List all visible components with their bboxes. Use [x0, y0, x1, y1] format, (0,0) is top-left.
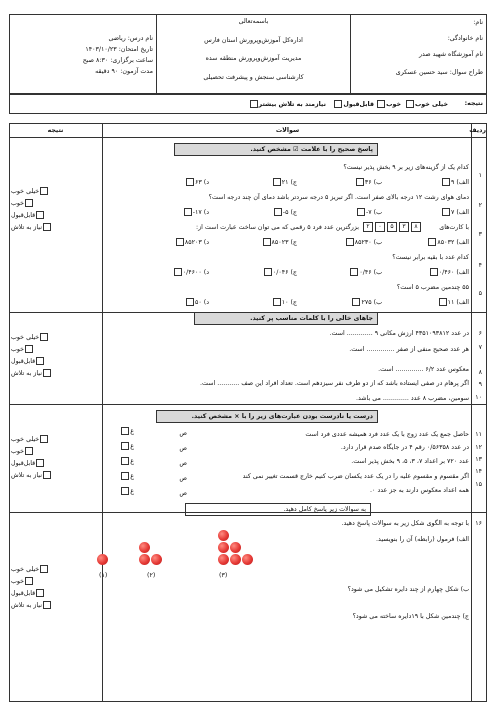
- option-label: د) ۰/۴۶۰۰: [182, 269, 209, 276]
- checkbox[interactable]: [356, 178, 364, 186]
- checkbox[interactable]: [263, 238, 271, 246]
- checkbox[interactable]: [442, 208, 450, 216]
- figure-label: (۳): [219, 572, 228, 579]
- true-option[interactable]: [179, 475, 187, 483]
- grade-label: خوب: [11, 346, 25, 353]
- col-radif: ردیف: [469, 127, 486, 134]
- q12-number: ۱۲: [475, 444, 482, 451]
- option-label: د) ۸۵۲۰۳: [184, 239, 209, 246]
- dot: [218, 554, 229, 565]
- q2-text: دمای هوای رشت ۱۲ درجه بالای صفر است. اگر تبریز ۵ درجه سردتر باشد دمای آن چند درجه است؟: [208, 194, 469, 201]
- q1-option[interactable]: [441, 178, 469, 187]
- q2-number: ۲: [478, 202, 482, 209]
- q5-option[interactable]: [438, 298, 469, 307]
- q6-number: ۶: [478, 330, 482, 337]
- checkbox[interactable]: [350, 268, 358, 276]
- grade-option[interactable]: [11, 187, 49, 196]
- false-option[interactable]: [120, 457, 134, 466]
- besmellah: باسمه‌تعالی: [238, 18, 269, 25]
- checkbox[interactable]: [439, 298, 447, 306]
- checkbox[interactable]: [25, 577, 33, 585]
- grade-option[interactable]: [11, 223, 52, 232]
- q2-option[interactable]: [356, 208, 382, 217]
- result-option[interactable]: [249, 100, 326, 109]
- option-label: ج) ۱۰: [281, 299, 297, 306]
- option-label: ب) ۸۵۲۳۰: [354, 239, 382, 246]
- true-label: ص: [179, 430, 187, 437]
- result-option[interactable]: [333, 100, 374, 109]
- option-label: د) ۱۷-: [192, 209, 209, 216]
- q3-text-2: بزرگترین عدد فرد ۵ رقمی که می توان ساخت عبارت است از:: [195, 224, 359, 231]
- result-option-label: خوب: [386, 101, 401, 108]
- exam-duration: مدت آزمون: ۹۰ دقیقه: [95, 68, 153, 75]
- checkbox[interactable]: [377, 100, 385, 108]
- q16-part-c: ج) چندمین شکل با ۱۹دایره ساخته می شود؟: [352, 613, 469, 620]
- dot: [218, 542, 229, 553]
- section-4-title-box: [185, 503, 371, 516]
- q4-option[interactable]: [349, 268, 382, 277]
- q1-option[interactable]: [355, 178, 382, 187]
- option-label: ج) ۵-: [282, 209, 297, 216]
- false-label: غ: [130, 458, 134, 465]
- checkbox[interactable]: [334, 100, 342, 108]
- checkbox[interactable]: [176, 238, 184, 246]
- q7-text: هر عدد صحیح منفی از صفر .............. است.: [349, 346, 469, 353]
- checkbox[interactable]: [264, 268, 272, 276]
- digit-card: ۲: [363, 222, 373, 232]
- q4-option[interactable]: [173, 268, 209, 277]
- grade-option[interactable]: [11, 471, 52, 480]
- checkbox[interactable]: [40, 565, 48, 573]
- dot: [230, 554, 241, 565]
- q1-number: ۱: [478, 172, 482, 179]
- org-line-2: مدیریت آموزش‌وپرورش منطقه سده: [205, 55, 302, 62]
- grade-label: نیاز به تلاش: [11, 370, 42, 377]
- option-label: الف) ۱۱: [447, 299, 469, 306]
- false-option[interactable]: [120, 442, 134, 451]
- grade-option[interactable]: [11, 589, 45, 598]
- option-label: الف) ۰/۴۶۰: [438, 269, 469, 276]
- grade-label: خیلی خوب: [11, 188, 40, 195]
- grade-label: خوب: [11, 200, 25, 207]
- true-option[interactable]: [179, 460, 187, 468]
- q16-part-b: ب) شکل چهارم از چند دایره تشکیل می شود؟: [347, 586, 469, 593]
- grade-label: خوب: [11, 448, 25, 455]
- q3-option[interactable]: [175, 238, 209, 247]
- q4-text: کدام عدد با بقیه برابر نیست؟: [392, 254, 469, 261]
- q4-option[interactable]: [429, 268, 469, 277]
- checkbox[interactable]: [36, 589, 44, 597]
- exam-header: [9, 14, 487, 94]
- checkbox[interactable]: [36, 211, 44, 219]
- dot: [151, 554, 162, 565]
- option-label: ج) ۰/۰۴۶: [272, 269, 297, 276]
- q2-option[interactable]: [273, 208, 297, 217]
- exam-page: [9, 0, 487, 702]
- checkbox[interactable]: [174, 268, 182, 276]
- checkbox[interactable]: [121, 427, 129, 435]
- digit-card: ۳: [399, 222, 409, 232]
- option-label: د) ۶۳: [194, 179, 209, 186]
- grade-option[interactable]: [11, 435, 49, 444]
- section-4-title: به سوالات زیر پاسخ کامل دهید.: [283, 506, 366, 513]
- q1-option[interactable]: [185, 178, 209, 187]
- school-name: نام آموزشگاه شهید صدر: [418, 51, 483, 58]
- checkbox[interactable]: [40, 187, 48, 195]
- q3-number: ۳: [478, 231, 482, 238]
- dot: [242, 554, 253, 565]
- option-label: ب) ۷-: [365, 209, 382, 216]
- checkbox[interactable]: [273, 178, 281, 186]
- q5-option[interactable]: [185, 298, 209, 307]
- q11-text: حاصل جمع یک عدد زوج با یک عدد فرد همیشه عددی فرد است: [305, 431, 469, 438]
- q1-option[interactable]: [272, 178, 297, 187]
- section-1-title-box: [174, 143, 378, 156]
- grade-label: خیلی خوب: [11, 436, 40, 443]
- result-row: [9, 94, 487, 114]
- option-label: الف) ۷: [450, 209, 469, 216]
- false-label: غ: [130, 428, 134, 435]
- checkbox[interactable]: [36, 357, 44, 365]
- q4-option[interactable]: [263, 268, 297, 277]
- result-option-label: قابل‌قبول: [343, 101, 374, 108]
- figure-label: (۲): [147, 572, 156, 579]
- checkbox[interactable]: [121, 457, 129, 465]
- checkbox[interactable]: [43, 369, 51, 377]
- grade-option[interactable]: [11, 369, 52, 378]
- exam-time: ساعت برگزاری: ۸:۳۰ صبح: [82, 57, 153, 64]
- grade-label: نیاز به تلاش: [11, 472, 42, 479]
- option-label: ب) ۰/۴۶: [359, 269, 382, 276]
- section-2-title: جاهای خالی را با کلمات مناسب پر کنید.: [250, 315, 373, 322]
- result-option-label: نیازمند به تلاش بیشتر: [258, 101, 326, 108]
- q16-number: ۱۶: [475, 520, 482, 527]
- q11-number: ۱۱: [475, 431, 482, 438]
- checkbox[interactable]: [25, 345, 33, 353]
- q3-cards: [362, 222, 422, 232]
- grade-label: خوب: [11, 578, 25, 585]
- digit-card: ۰: [375, 222, 385, 232]
- checkbox[interactable]: [43, 601, 51, 609]
- option-label: ج) ۸۵۰۲۳: [271, 239, 297, 246]
- grade-option[interactable]: [11, 601, 52, 610]
- q13-number: ۱۳: [475, 456, 482, 463]
- grade-label: نیاز به تلاش: [11, 602, 42, 609]
- q15-number: ۱۵: [475, 481, 482, 488]
- true-label: ص: [179, 445, 187, 452]
- q3-option[interactable]: [427, 238, 469, 247]
- student-name-label: نام:: [473, 19, 483, 26]
- org-line-3: کارشناسی سنجش و پیشرفت تحصیلی: [203, 74, 304, 81]
- q13-text: عدد ۷۲۰ بر اعداد ۷، ۳، ۵، ۹ بخش پذیر است.: [351, 458, 469, 465]
- q12-text: در عدد ۰/۵۶۳۵۸ رقم ۴ در جایگاه صدم قرار دارد.: [340, 444, 469, 451]
- dot: [139, 542, 150, 553]
- checkbox[interactable]: [430, 268, 438, 276]
- section-2-title-box: [194, 312, 378, 325]
- checkbox[interactable]: [406, 100, 414, 108]
- grade-label: قابل‌قبول: [11, 460, 36, 467]
- false-label: غ: [130, 473, 134, 480]
- q2-option[interactable]: [441, 208, 469, 217]
- option-label: ب) ۲۷۵: [361, 299, 382, 306]
- q9-text: اگر پرهام در صفی ایستاده باشد که از دو طرف نفر سیزدهم است. تعداد افراد این صف ........... است.: [200, 380, 469, 387]
- figure-label: (۱): [99, 572, 108, 579]
- q5-text: ۵۵ چندمین مضرب ۵ است؟: [396, 284, 469, 291]
- checkbox[interactable]: [186, 178, 194, 186]
- grade-option[interactable]: [11, 357, 45, 366]
- dot: [97, 554, 108, 565]
- q5-number: ۵: [478, 290, 482, 297]
- checkbox[interactable]: [273, 298, 281, 306]
- q15-text: همه اعداد معکوس دارند به جز عدد ۰.: [370, 487, 469, 494]
- q16-part-a: الف) فرمول (رابطه) آن را بنویسید.: [376, 536, 469, 543]
- true-option[interactable]: [179, 445, 187, 453]
- q8-number: ۸: [478, 369, 482, 376]
- family-name-label: نام خانوادگی:: [447, 35, 483, 42]
- exam-date: تاریخ امتحان: ۱۴۰۳/۱۰/۲۳: [85, 46, 153, 53]
- grade-option[interactable]: [11, 459, 45, 468]
- designer-name: طراح سوال: سید حسین عسکری: [395, 69, 483, 76]
- checkbox[interactable]: [25, 447, 33, 455]
- q7-number: ۷: [478, 344, 482, 351]
- true-option[interactable]: [179, 430, 187, 438]
- q8-text: معکوس عدد ۶/۲ .............. است.: [378, 366, 469, 373]
- result-option-label: خیلی خوب: [414, 101, 448, 108]
- result-option[interactable]: [376, 100, 401, 109]
- checkbox[interactable]: [274, 208, 282, 216]
- q6-text: در عدد ۴۳۵۱۰۹۳۸۱۲ ارزش مکانی ۹ ............. است.: [329, 330, 469, 337]
- col-questions: سوالات: [275, 127, 300, 134]
- checkbox[interactable]: [43, 471, 51, 479]
- q16-intro: با توجه به الگوی شکل زیر به سوالات پاسخ دهید.: [341, 520, 469, 527]
- false-option[interactable]: [120, 427, 134, 436]
- grade-option[interactable]: [11, 199, 34, 208]
- result-option[interactable]: [405, 100, 448, 109]
- grade-option[interactable]: [11, 345, 34, 354]
- checkbox[interactable]: [428, 238, 436, 246]
- q5-option[interactable]: [272, 298, 297, 307]
- checkbox[interactable]: [250, 100, 258, 108]
- grade-label: خیلی خوب: [11, 334, 40, 341]
- grade-label: نیاز به تلاش: [11, 224, 42, 231]
- checkbox[interactable]: [357, 208, 365, 216]
- false-option[interactable]: [120, 487, 134, 496]
- grade-option[interactable]: [11, 447, 34, 456]
- q10-text: سومین، مضرب ۸ عدد ............. می باشد.: [355, 395, 469, 402]
- checkbox[interactable]: [40, 435, 48, 443]
- grade-option[interactable]: [11, 333, 49, 342]
- checkbox[interactable]: [186, 298, 194, 306]
- checkbox[interactable]: [352, 298, 360, 306]
- digit-card: ۸: [411, 222, 421, 232]
- section-1-title: پاسخ صحیح را با علامت ☑ مشخص کنید.: [250, 146, 373, 153]
- section-3-title-box: [156, 410, 378, 423]
- checkbox[interactable]: [121, 472, 129, 480]
- dot: [218, 530, 229, 541]
- option-label: الف) ۸۵۰۳۲: [437, 239, 469, 246]
- dot: [139, 554, 150, 565]
- checkbox[interactable]: [40, 333, 48, 341]
- grade-option[interactable]: [11, 211, 45, 220]
- grade-label: قابل‌قبول: [11, 590, 36, 597]
- q10-number: ۱۰: [475, 394, 482, 401]
- grade-option[interactable]: [11, 577, 34, 586]
- grade-option[interactable]: [11, 565, 49, 574]
- checkbox[interactable]: [442, 178, 450, 186]
- checkbox[interactable]: [121, 442, 129, 450]
- col-result: نتیجه: [47, 127, 64, 134]
- subject-label: نام درس: ریاضی: [108, 35, 153, 42]
- checkbox[interactable]: [184, 208, 192, 216]
- q1-text: کدام یک از گزینه‌های زیر بر ۹ بخش پذیر نیست؟: [343, 164, 469, 171]
- q4-number: ۴: [478, 262, 482, 269]
- checkbox[interactable]: [36, 459, 44, 467]
- checkbox[interactable]: [25, 199, 33, 207]
- grade-label: قابل‌قبول: [11, 212, 36, 219]
- org-line-1: اداره‌کل آموزش‌وپرورش استان فارس: [204, 37, 303, 44]
- checkbox[interactable]: [346, 238, 354, 246]
- true-label: ص: [179, 460, 187, 467]
- checkbox[interactable]: [121, 487, 129, 495]
- q3-option[interactable]: [345, 238, 382, 247]
- false-label: غ: [130, 443, 134, 450]
- checkbox[interactable]: [43, 223, 51, 231]
- true-option[interactable]: [179, 490, 187, 498]
- digit-card: ۵: [387, 222, 397, 232]
- false-label: غ: [130, 488, 134, 495]
- q9-number: ۹: [478, 381, 482, 388]
- q3-option[interactable]: [262, 238, 297, 247]
- option-label: الف) ۹: [450, 179, 469, 186]
- q5-option[interactable]: [351, 298, 382, 307]
- true-label: ص: [179, 475, 187, 482]
- grade-label: قابل‌قبول: [11, 358, 36, 365]
- section-3-title: درست یا نادرست بودن عبارت‌های زیر را با × مشخص کنید.: [191, 413, 373, 420]
- option-label: د) ۵۰: [194, 299, 209, 306]
- q14-text: اگر مقسوم و مقسوم علیه را در یک عدد یکسان ضرب کنیم خارج قسمت تغییر نمی کند: [242, 473, 469, 480]
- option-label: ب) ۳۶: [364, 179, 382, 186]
- dot: [230, 542, 241, 553]
- q2-option[interactable]: [183, 208, 209, 217]
- true-label: ص: [179, 490, 187, 497]
- false-option[interactable]: [120, 472, 134, 481]
- q14-number: ۱۴: [475, 468, 482, 475]
- option-label: ج) ۲۱: [281, 179, 297, 186]
- q3-text: با کارت‌های: [439, 224, 469, 231]
- grade-label: خیلی خوب: [11, 566, 40, 573]
- result-label: نتیجه:: [464, 100, 483, 107]
